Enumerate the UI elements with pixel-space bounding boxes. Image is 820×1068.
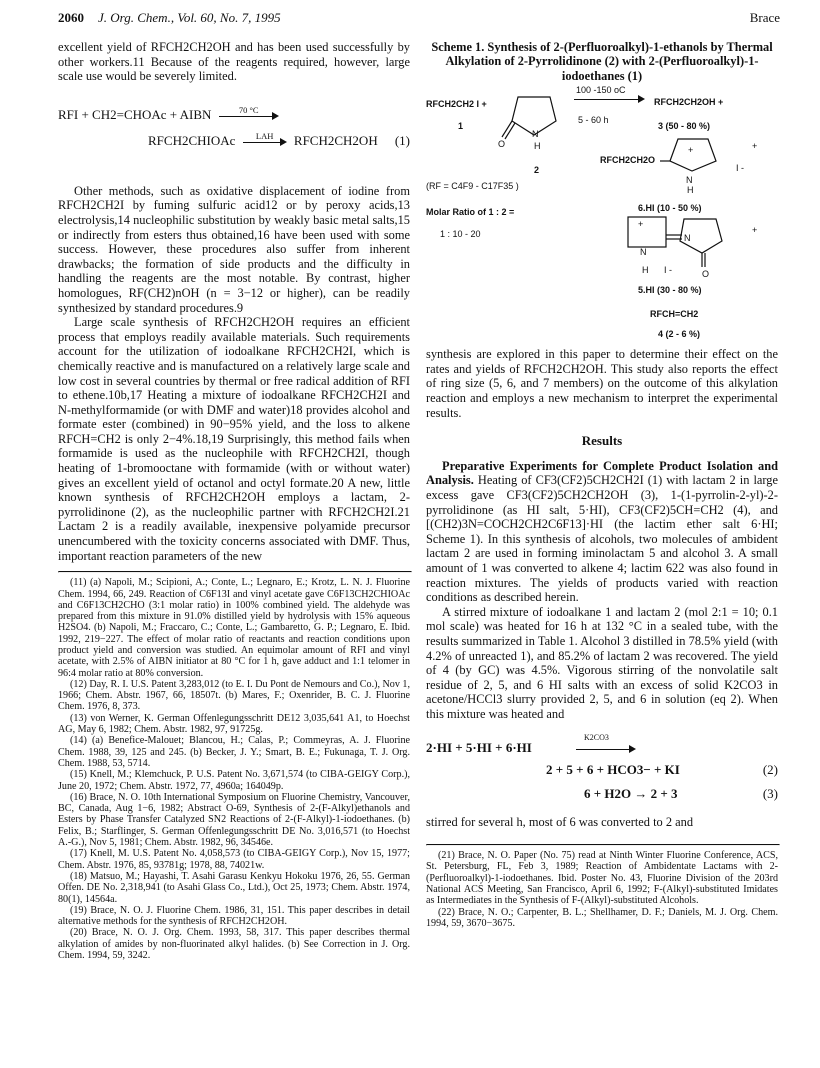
paragraph: Large scale synthesis of RFCH2CH2OH requires an efficient process that employs readily available materials. Such requirements account for the utilization of iodoalkane RFCH2CH2I, which is chemically reactive and is manufactured on a relatively large scale and low cost in several countries by thermal or free radical addition of RFI to ethene.10b,17 Heating a mixture of iodoalkane RFCH2CH2I and N-methylformamide (or with DMF and water)18 provides alcohol and formate ester (combined) in 90−95% yield, and the loss to alkene RFCH=CH2 is only 2−4%.18,19 Surprisingly, this method fails when formamide is used as the nucleophile with RFCH2CH2I, though heating of 1-bromooctane with formamide (with or without water) gives an excellent yield of octanol and octyl formate.20 A new, little known synthesis of RFCH2CH2OH employs a lactam, 2-pyrrolidinone (2), as the nucleophilic partner with RFCH2CH2I.21 Lactam 2 is a readily available, inexpensive polyamide precursor unencumbered with the toxicity concerns associated with DMF. Thus, important reaction parameters of the new bbox=[58, 315, 410, 563]
footnote-rule bbox=[58, 571, 412, 573]
footnote: (21) Brace, N. O. Paper (No. 75) read at Ninth Winter Fluorine Conference, ACS, St. Petersburg, FL, Feb 3, 1989; Reaction of Ambidentate Lactams with 2-(Perfluoroalkyl)-1-iodoethanes. Ibid. Poster No. 43, Fluorine Division of the 203rd National ACS Meeting, San Francisco, April 6, 1992; F-(Alkyl)-substituted Imidates as Intermediates in the Synthesis of F-(Alkyl)-substituted Alcohols. bbox=[426, 850, 778, 907]
arrow-head-icon bbox=[638, 95, 645, 103]
equation-text: 2 + 5 + 6 + HCO3− + KI bbox=[546, 762, 680, 778]
footnote: (20) Brace, N. O. J. Org. Chem. 1993, 58, 317. This paper describes thermal alkylation of amides by non-fluorinated alkyl halides. (b) See Correction in J. Org. Chem. 1994, 59, 3242. bbox=[58, 927, 410, 962]
reaction-time: 5 - 60 h bbox=[578, 115, 609, 126]
footnote: (12) Day, R. I. U.S. Patent 3,283,012 (to E. I. Du Pont de Nemours and Co.), Nov 1, 1966; Chem. Abstr. 1967, 66, 18507t. (b) Mares, F.; Oxenrider, B. C. J. Fluorine Chem. 1976, 8, 373. bbox=[58, 678, 410, 713]
oxygen-label: O bbox=[702, 269, 710, 280]
footnotes-right bbox=[426, 850, 778, 929]
footnote: (18) Matsuo, M.; Hayashi, T. Asahi Garasu Kenkyu Hokoku 1976, 26, 55. German Offen. DE No. 2,318,941 (to Asahi Glass Co., Ltd.), Oct 25, 1973; Chem. Abstr. 1974, 80(1), 14564a. bbox=[58, 870, 410, 905]
hydrogen-label: H bbox=[687, 185, 694, 196]
footnote: (13) von Werner, K. German Offenlegungsschritt DE12 3,035,641 A1, to Hoechst AG, May 6, 1982; Chem. Abstr. 1982, 97, 91725g. bbox=[58, 712, 410, 736]
reactant-1: RFCH2CH2 I + bbox=[426, 99, 487, 110]
reaction-arrow bbox=[243, 130, 287, 147]
oxygen-label: O bbox=[498, 139, 506, 150]
footnote: (19) Brace, N. O. J. Fluorine Chem. 1986, 31, 151. This paper describes in detail alternative methods for the synthesis of RFCH2CH2OH. bbox=[58, 904, 410, 928]
equation-text: 6 + H2O → 2 + 3 bbox=[584, 786, 678, 802]
footnote: (17) Knell, M. U.S. Patent No. 4,058,573 (to CIBA-GEIGY Corp.), Nov 15, 1977; Chem. Abstr. 1976, 85, 93781g; 1978, 88, 74021w. bbox=[58, 848, 410, 871]
paragraph: excellent yield of RFCH2CH2OH and has been used successfully by other workers.11 Because of the reagents required, however, large scale use would be severely limited. bbox=[58, 40, 410, 84]
equation-number: (1) bbox=[394, 132, 410, 148]
product-5-yield: 5.HI (30 - 80 %) bbox=[638, 285, 702, 296]
iodide-label: I - bbox=[736, 163, 744, 174]
nitrogen-label: N bbox=[532, 129, 539, 140]
footnote: (11) (a) Napoli, M.; Scipioni, A.; Conte, L.; Legnaro, E.; Krotz, L. N. J. Fluorine Chem. 1994, 66, 249. Reaction of C6F13I and vinyl acetate gave C6F13CH2CHIOAc and C6F13CH2CHO (3:1 molar ratio) in 100% combined yield. The aldehyde was prepared from this mixture in 91.0% distilled yield by hydrolysis with 15% aqueous H2SO4. (b) Napoli, M.; Fraccaro, C.; Conte, L.; Gambaretto, G. P.; Legnaro, E. Ibid. 1992, 219−227. The effect of molar ratio of reactants and reaction conditions upon product yield and conversion was studied. An equimolar amount of RFI and vinyl acetate, with 2.5% of AIBN initiator at 80 °C for 1 h, gave adduct and 1:1 telomer in 96:4 molar ratio at 80% conversion. bbox=[58, 577, 410, 679]
arrow-condition: 70 °C bbox=[238, 104, 259, 115]
rf-definition: (RF = C4F9 - C17F35 ) bbox=[426, 181, 519, 192]
lactim-ether-ring bbox=[660, 135, 728, 185]
running-header bbox=[58, 10, 780, 32]
plus-charge: + bbox=[688, 145, 694, 156]
product-6-yield: 6.HI (10 - 50 %) bbox=[638, 203, 702, 214]
molar-ratio-label: Molar Ratio of 1 : 2 = bbox=[426, 207, 515, 218]
iodide-label: I - bbox=[664, 265, 672, 276]
salt-6-prefix: RFCH2CH2O bbox=[600, 155, 656, 166]
product-4-yield: 4 (2 - 6 %) bbox=[658, 329, 701, 340]
equation-text: 2·HI + 5·HI + 6·HI bbox=[426, 740, 532, 756]
nitrogen-label: N bbox=[686, 175, 693, 186]
plus-charge: + bbox=[638, 219, 644, 230]
footnote: (14) (a) Benefice-Malouet; Blancou, H.; Calas, P.; Commeyras, A. J. Fluorine Chem. 1988, 39, 125 and 245. (b) Becker, J. Y.; Smart, B. E.; Fukunaga, T. J. Org. Chem. 1988, 53, 5714. bbox=[58, 735, 410, 769]
page-number: 2060 bbox=[58, 10, 84, 25]
nitrogen-label: N bbox=[640, 247, 647, 258]
left-column bbox=[58, 40, 410, 961]
section-heading-results: Results bbox=[581, 433, 623, 449]
nitrogen-label: N bbox=[684, 233, 691, 244]
plus-sign: + bbox=[752, 141, 758, 152]
footnote-rule bbox=[426, 844, 780, 846]
equations-2-3 bbox=[426, 731, 778, 809]
alkene-4: RFCH=CH2 bbox=[650, 309, 699, 320]
scheme-title: Scheme 1. Synthesis of 2-(Perfluoroalkyl)-1-ethanols by Thermal Alkylation of 2-Pyrrolidinone (2) with 2-(Perfluoroalkyl)-1-iodoethanes (1) bbox=[431, 40, 773, 83]
right-column bbox=[426, 40, 778, 929]
equation-text: RFI + CH2=CHOAc + AIBN bbox=[58, 106, 212, 122]
paragraph: stirred for several h, most of 6 was converted to 2 and bbox=[426, 815, 694, 830]
product-yield: 3 (50 - 80 %) bbox=[658, 121, 711, 132]
molar-ratio-value: 1 : 10 - 20 bbox=[440, 229, 481, 240]
reaction-arrow bbox=[219, 104, 279, 121]
scheme-arrow bbox=[574, 99, 642, 100]
footnotes-left bbox=[58, 577, 410, 961]
compound-label: 2 bbox=[534, 165, 540, 176]
paragraph: synthesis are explored in this paper to determine their effect on the rates and yields of RFCH2CH2OH. This study also reports the effect of ring size (5, 6, and 7 members) on the outcome of this alkylation reaction and employs a new mechanism to interpret the experimental results. bbox=[426, 347, 778, 420]
equation-number: (2) bbox=[762, 762, 778, 778]
equation-text: RFCH2CHIOAc bbox=[148, 132, 236, 148]
paragraph bbox=[426, 459, 778, 605]
arrow-condition: K2CO3 bbox=[584, 733, 609, 743]
footnote: (15) Knell, M.; Klemchuck, P. U.S. Patent No. 3,671,574 (to CIBA-GEIGY Corp.), June 20, 1972; Chem. Abstr. 1972, 77, 4960a; 164049p. bbox=[58, 769, 410, 792]
footnote: (22) Brace, N. O.; Carpenter, B. L.; Shellhamer, D. F.; Daniels, M. J. Org. Chem. 1994, 59, 3670−3675. bbox=[426, 906, 778, 929]
hydrogen-label: H bbox=[534, 141, 541, 152]
reaction-arrow bbox=[576, 733, 636, 755]
equation-text: RFCH2CH2OH bbox=[293, 132, 378, 148]
reaction-temperature: 100 -150 oC bbox=[576, 85, 626, 96]
plus-sign: + bbox=[752, 225, 758, 236]
scheme-1-diagram bbox=[426, 83, 778, 347]
paragraph-body: Heating of CF3(CF2)5CH2CH2I (1) with lactam 2 in large excess gave CF3(CF2)5CH2CH2OH (3), 1-(1-pyrrolin-2-yl)-2-pyrrolidinone (as HI salt, 5·HI), CF3(CF2)5CH=CH2 (4), and [(CH2)3N=COCH2CH2C6F13]·HI (the lactim ether salt 6·HI; Scheme 1). In this synthesis of alcohols, two molecules of ambident lactam 2 are used in forming iminolactam 5 and alcohol 3. A small amount of 1 was converted to alkene 4; lactim 622 was also found in reaction mixtures. The yields of products varied with reaction conditions as described herein. bbox=[426, 473, 778, 605]
compound-label: 1 bbox=[458, 121, 464, 132]
footnote: (16) Brace, N. O. 10th International Symposium on Fluorine Chemistry, Vancouver, BC, Canada, Aug 1−6, 1982; Abstract O-69, Synthesis of 2-(F-Alkyl)ethanols and Esters by Phase Transfer Catalyzed SN2 Reactions of 2-(F-Alkyl)-1-iodoethanes. (b) Felix, B.; Starflinger, S. German Offenlegungsschritt DE No. 3,016,571 (to Hoechst A.-G.), Nov 5, 1981; Chem. Abstr. 1982, 96, 34546e. bbox=[58, 791, 410, 849]
arrow-condition: LAH bbox=[255, 130, 274, 141]
paragraph-run-in-heading: Preparative Experiments for Complete Product Isolation and Analysis. bbox=[426, 458, 778, 488]
journal-citation: J. Org. Chem., Vol. 60, No. 7, 1995 bbox=[98, 10, 281, 25]
product-3: RFCH2CH2OH + bbox=[654, 97, 724, 108]
equation-number: (3) bbox=[762, 786, 778, 802]
running-author: Brace bbox=[749, 10, 780, 25]
hydrogen-label: H bbox=[642, 265, 649, 276]
equation-1 bbox=[58, 104, 410, 160]
paragraph: A stirred mixture of iodoalkane 1 and lactam 2 (mol 2:1 = 10; 0.1 mol scale) was heated for 16 h at 132 °C in a sealed tube, with the results summarized in Table 1. Alcohol 3 distilled in 78.5% yield (with 4.2% of unreacted 1), and 85.2% of lactam 2 was recovered. The yield of 4 (by GC) was 4.5%. Vigorous stirring of the nonvolatile salt residue of 2, 5, and 6 HI salts with an excess of solid K2CO3 in acetone/HCCl3 slurry provided 2, 5, and 6 in solution (eq 2). When this mixture was heated and bbox=[426, 604, 778, 721]
paragraph: Other methods, such as oxidative displacement of iodine from RFCH2CH2I by fuming sulfuric acid12 or by peroxy acids,13 electrolysis,14 nucleophilic substitution by weakly basic metal salts,15 or indirectly from esters thus obtained,16 have been used with some success. However, these procedures also suffer from inherent drawbacks; the formation of side products and the difficulty in handling the reagents are the most notable. By contrast, higher homologues, RF(CH2)nOH (n = 3−12 or higher), can be readily synthesized by standard procedures.9 bbox=[58, 183, 410, 315]
